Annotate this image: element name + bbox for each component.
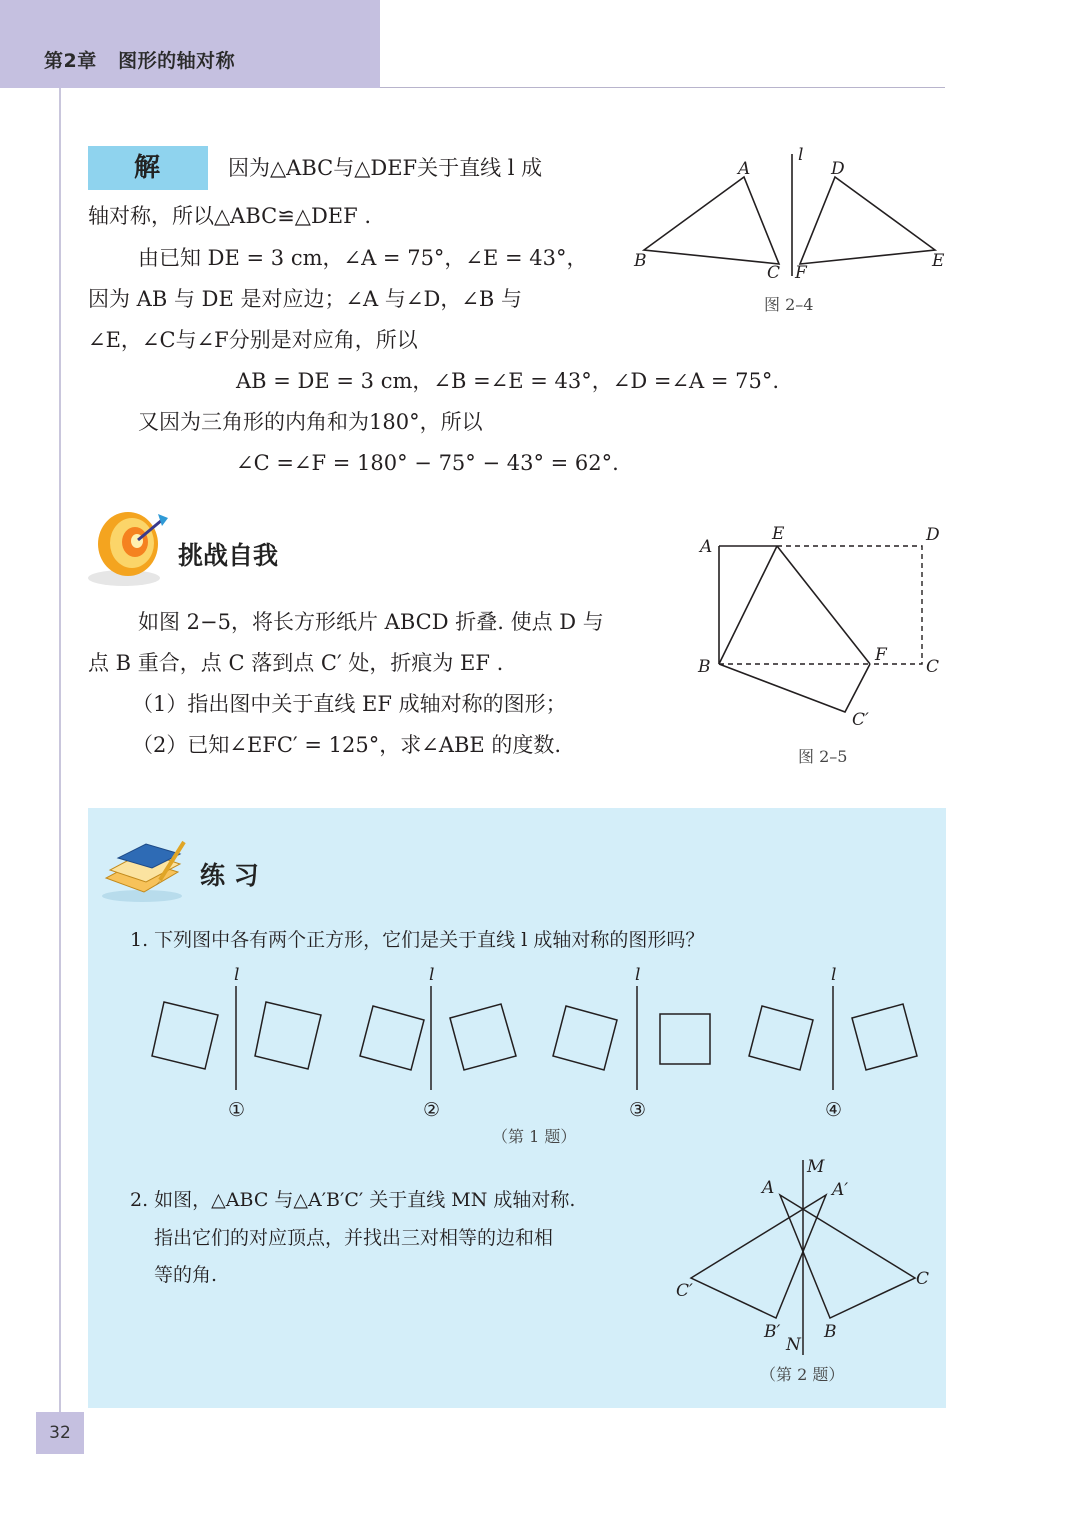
triangle-abc: [644, 177, 779, 264]
label-n: N: [786, 1335, 801, 1355]
label-b: B: [634, 251, 647, 271]
square-right: [660, 1014, 710, 1064]
axis-label: l: [635, 965, 641, 985]
axis-label: l: [429, 965, 435, 985]
question-2-figure: [670, 1150, 940, 1370]
label-b: B: [698, 657, 711, 677]
label-b: B: [824, 1322, 837, 1342]
label-a-prime: A′: [832, 1180, 849, 1200]
challenge-title: 挑战自我: [178, 541, 279, 570]
mark-2: ②: [423, 1099, 441, 1121]
figure-3: [553, 965, 710, 1121]
folded-part-outline: [777, 546, 922, 664]
axis-label: l: [831, 965, 837, 985]
question-1: 1. 下列图中各有两个正方形，它们是关于直线 l 成轴对称的图形吗？: [130, 929, 705, 951]
triangle-def: [800, 177, 935, 264]
crease-ef: [777, 546, 870, 664]
figure-2-5: [690, 520, 960, 740]
solution-line-7: 又因为三角形的内角和为180°，所以: [138, 410, 483, 434]
chapter-title: [44, 46, 235, 73]
figure-4: [749, 965, 917, 1121]
solution-line-6: AB = DE = 3 cm，∠B =∠E = 43°，∠D =∠A = 75°.: [236, 369, 780, 393]
folded-edges: [719, 664, 870, 712]
practice-title: 练 习: [200, 861, 259, 890]
square-left: [553, 1006, 617, 1070]
square-left: [749, 1006, 813, 1070]
square-left: [360, 1006, 424, 1070]
target-icon: [86, 506, 170, 590]
page-number: 32: [36, 1412, 84, 1454]
chapter-header: [0, 0, 380, 88]
label-m: M: [807, 1157, 825, 1177]
books-pencil-icon: [100, 836, 190, 906]
margin-rule: [59, 88, 61, 1418]
square-right: [255, 1002, 321, 1069]
solution-line-5: ∠E，∠C与∠F分别是对应角，所以: [88, 328, 418, 352]
label-d: D: [831, 159, 845, 179]
mark-3: ③: [629, 1099, 647, 1121]
solution-line-8: ∠C =∠F = 180° − 75° − 43° = 62°.: [236, 451, 619, 475]
label-f: F: [875, 645, 887, 665]
question-1-caption: （第 1 题）: [492, 1127, 577, 1146]
label-d: D: [926, 525, 940, 545]
solution-badge: 解: [88, 146, 208, 190]
challenge-line-2: 点 B 重合，点 C 落到点 C′ 处，折痕为 EF .: [88, 651, 504, 675]
chapter-number: 第2章: [44, 50, 97, 72]
label-c: C: [926, 657, 940, 677]
label-c: C: [916, 1269, 930, 1289]
chapter-name: 图形的轴对称: [118, 50, 236, 72]
question-1-figures: [140, 962, 940, 1122]
label-b-prime: B′: [764, 1322, 781, 1342]
challenge-line-1: 如图 2−5，将长方形纸片 ABCD 折叠. 使点 D 与: [138, 610, 604, 634]
solution-line-2: 轴对称，所以△ABC≌△DEF .: [88, 204, 372, 228]
question-2-line-1: 2. 如图，△ABC 与△A′B′C′ 关于直线 MN 成轴对称.: [130, 1189, 576, 1211]
figure-2: [360, 965, 516, 1121]
solution-line-4: 因为 AB 与 DE 是对应边；∠A 与∠D，∠B 与: [88, 287, 523, 311]
solution-line-1: 因为△ABC与△DEF关于直线 l 成: [228, 156, 543, 180]
square-right: [852, 1004, 917, 1070]
label-l: l: [798, 145, 804, 165]
label-a: A: [762, 1178, 775, 1198]
axis-label: l: [234, 965, 240, 985]
label-e: E: [772, 524, 785, 544]
mark-1: ①: [228, 1099, 246, 1121]
challenge-line-4: （2）已知∠EFC′ = 125°，求∠ABE 的度数.: [132, 733, 562, 757]
label-c-prime: C′: [676, 1281, 693, 1301]
challenge-line-3: （1）指出图中关于直线 EF 成轴对称的图形；: [132, 692, 567, 716]
square-left: [152, 1002, 218, 1069]
square-right: [450, 1004, 516, 1070]
header-rule: [380, 87, 945, 88]
label-a: A: [738, 159, 751, 179]
label-c: C: [767, 263, 781, 283]
figure-1: [152, 965, 321, 1121]
solution-line-3: 由已知 DE = 3 cm，∠A = 75°，∠E = 43°，: [138, 246, 588, 270]
question-2-line-2: 指出它们的对应顶点，并找出三对相等的边和相: [154, 1227, 554, 1249]
question-2-line-3: 等的角.: [154, 1264, 218, 1286]
label-c-prime: C′: [852, 710, 869, 730]
figure-2-4-caption: 图 2–4: [764, 295, 814, 314]
segment-eb: [719, 546, 777, 664]
label-a: A: [700, 537, 713, 557]
mark-4: ④: [825, 1099, 843, 1121]
question-2-caption: （第 2 题）: [760, 1365, 845, 1384]
figure-2-5-caption: 图 2–5: [798, 747, 848, 766]
label-f: F: [795, 263, 807, 283]
label-e: E: [932, 251, 945, 271]
